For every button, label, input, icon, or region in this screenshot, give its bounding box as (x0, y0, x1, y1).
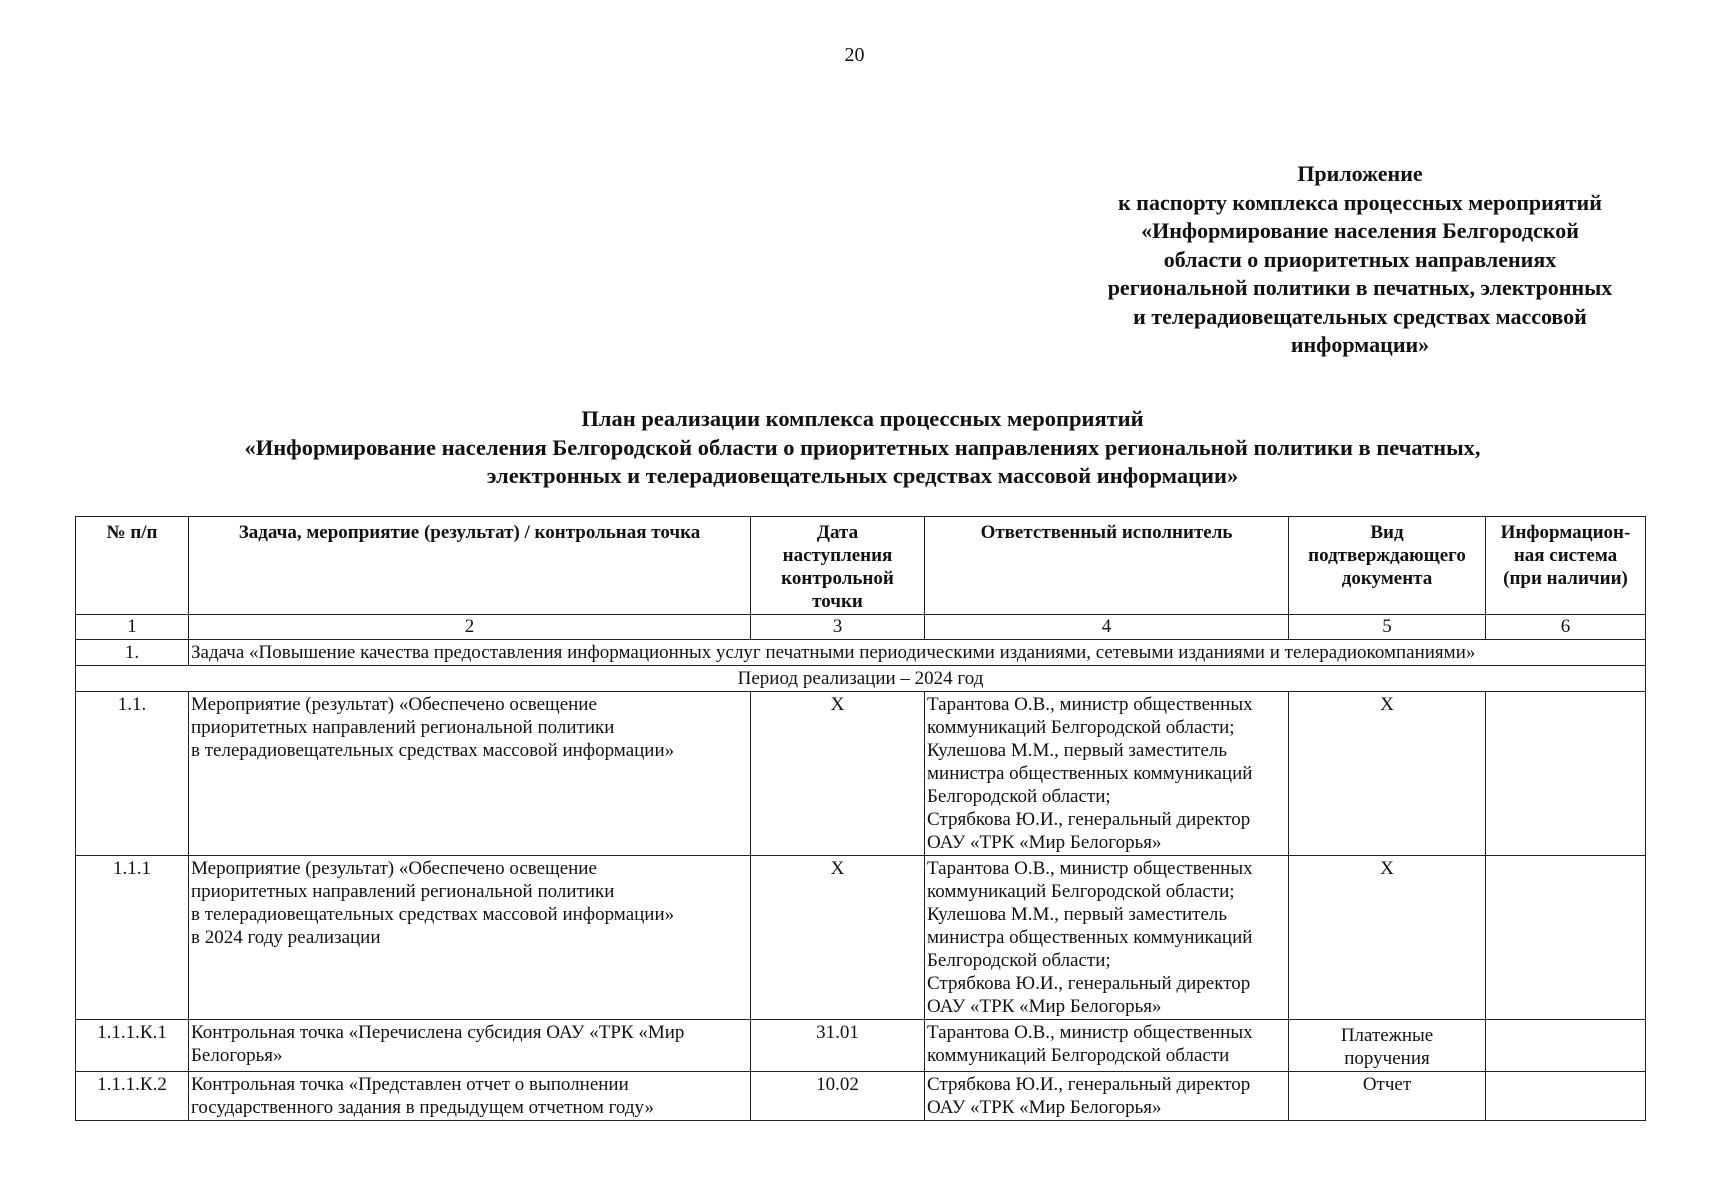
table-row (76, 856, 1646, 1020)
task-number: 1. (76, 640, 189, 666)
row-document: Х (1289, 692, 1486, 856)
header-task: Задача, мероприятие (результат) / контрольная точка (189, 517, 751, 615)
appendix-line: к паспорту комплекса процессных мероприятий (1118, 189, 1602, 215)
header-date: Дата наступления контрольной точки (751, 517, 925, 615)
header-system: Информацион- ная система (при наличии) (1486, 517, 1646, 615)
row-system (1486, 692, 1646, 856)
column-number: 5 (1289, 615, 1486, 640)
row-executor: Тарантова О.В., министр общественных коммуникаций Белгородской области; Кулешова М.М., первый заместитель министра общественных коммуникаций Белгородской области; Стрябкова Ю.И., генеральный директор ОАУ «ТРК «Мир Белогорья» (925, 692, 1289, 856)
row-date: 31.01 (751, 1020, 925, 1072)
row-number: 1.1. (76, 692, 189, 856)
table-row (76, 1020, 1646, 1072)
row-date: 10.02 (751, 1072, 925, 1121)
row-document: Х (1289, 856, 1486, 1020)
row-executor: Тарантова О.В., министр общественных коммуникаций Белгородской области; Кулешова М.М., первый заместитель министра общественных коммуникаций Белгородской области; Стрябкова Ю.И., генеральный директор ОАУ «ТРК «Мир Белогорья» (925, 856, 1289, 1020)
column-number: 2 (189, 615, 751, 640)
row-date: Х (751, 692, 925, 856)
row-document: Отчет (1289, 1072, 1486, 1121)
appendix-line: Приложение (1297, 161, 1423, 186)
row-date: Х (751, 856, 925, 1020)
header-document: Вид подтверждающего документа (1289, 517, 1486, 615)
plan-title (80, 405, 1645, 491)
header-executor: Ответственный исполнитель (925, 517, 1289, 615)
appendix-line: и телерадиовещательных средствах массовой (1133, 303, 1587, 329)
column-number: 1 (76, 615, 189, 640)
row-executor: Тарантова О.В., министр общественных коммуникаций Белгородской области (925, 1020, 1289, 1072)
task-row (76, 640, 1646, 666)
row-executor: Стрябкова Ю.И., генеральный директор ОАУ «ТРК «Мир Белогорья» (925, 1072, 1289, 1121)
column-number: 4 (925, 615, 1289, 640)
row-number: 1.1.1.К.1 (76, 1020, 189, 1072)
appendix-line: «Информирование населения Белгородской (1141, 218, 1579, 243)
page-number: 20 (844, 44, 865, 66)
row-system (1486, 856, 1646, 1020)
table-header-row (76, 517, 1646, 615)
row-system (1486, 1072, 1646, 1121)
row-task: Контрольная точка «Перечислена субсидия ОАУ «ТРК «Мир Белогорья» (189, 1020, 751, 1072)
column-number: 6 (1486, 615, 1646, 640)
plan-title-line: План реализации комплекса процессных мероприятий (581, 406, 1144, 431)
column-number-row (76, 615, 1646, 640)
plan-table (75, 516, 1646, 1121)
appendix-line: области о приоритетных направлениях (1163, 246, 1557, 272)
column-number: 3 (751, 615, 925, 640)
appendix-line: региональной политики в печатных, электронных (1107, 275, 1613, 300)
plan-title-line: «Информирование населения Белгородской области о приоритетных направлениях региональной политики в печатных, (244, 434, 1481, 460)
row-number: 1.1.1 (76, 856, 189, 1020)
header-number: № п/п (76, 517, 189, 615)
row-document: Платежные поручения (1289, 1020, 1486, 1072)
row-system (1486, 1020, 1646, 1072)
task-text: Задача «Повышение качества предоставления информационных услуг печатными периодическими изданиями, сетевыми изданиями и телерадиокомпаниями» (189, 640, 1646, 666)
row-task: Мероприятие (результат) «Обеспечено освещение приоритетных направлений региональной политики в телерадиовещательных средствах массовой информации» в 2024 году реализации (189, 856, 751, 1020)
row-task: Мероприятие (результат) «Обеспечено освещение приоритетных направлений региональной политики в телерадиовещательных средствах массовой информации» (189, 692, 751, 856)
table-row (76, 692, 1646, 856)
plan-title-line: электронных и телерадиовещательных средствах массовой информации» (486, 463, 1239, 488)
table-row (76, 1072, 1646, 1121)
row-number: 1.1.1.К.2 (76, 1072, 189, 1121)
row-task: Контрольная точка «Представлен отчет о выполнении государственного задания в предыдущем отчетном году» (189, 1072, 751, 1121)
period-row (76, 666, 1646, 692)
appendix-heading (1060, 160, 1660, 360)
appendix-line: информации» (1290, 332, 1430, 357)
period-text: Период реализации – 2024 год (76, 666, 1646, 692)
